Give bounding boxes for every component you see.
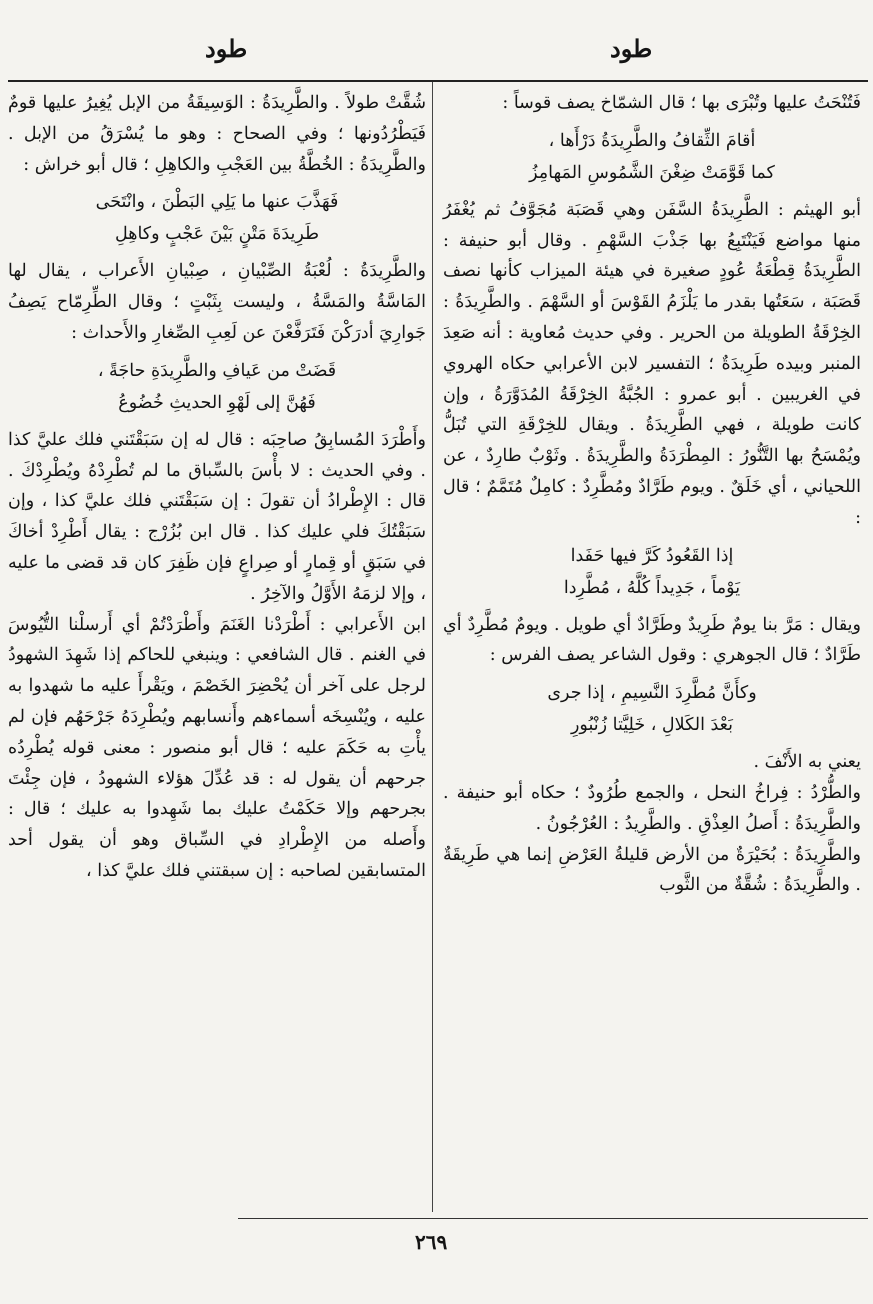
header-rule — [8, 80, 868, 82]
right-column — [443, 88, 861, 901]
left-column — [8, 88, 426, 887]
verse-line: قَضَتْ من عَيافِ والطَّرِيدَةِ حاجَةً ، — [97, 360, 337, 381]
poetry-verse — [8, 355, 426, 419]
entry-paragraph: يعني به الأَنْفَ . — [753, 752, 861, 773]
poetry-verse — [443, 540, 861, 604]
entry-paragraph: ابن الأَعرابي : أَطْرَدْنا الغَنَمَ وأَطْرَدْتُمْ أي أَرسلْنا التُّيُوسَ في الغنم . قال الشافعي : وينبغي للحاكم إذا شَهِدَ الشهودُ لرجل على آخر أن يُحْضِرَ الخَصْمَ ، ويَقْرأَ عليه ما شهدوا به عليه ، ويُنْسِخَه أسماءهم وأَنسابهم ويُطْرِدَهُ جَرْحَهُم فإن لم يأْتِ به حَكَمَ عليه ؛ قال أبو منصور : معنى قوله يُطْرِدُه جرحهم أن يقول له : قد عُدِّلَ هؤلاء الشهودُ ، فإن جِئْتَ بجرحهم وإلا حَكَمْتُ عليك بما شَهِدوا به عليك ؛ قال : وأَصله من الإِطْرادِ في السِّباق وهو أن يقول أحد المتسابقين لصاحبه : إن سبقتني فلك عليَّ كذا ، — [8, 614, 426, 881]
verse-line: وكأَنَّ مُطَّرِدَ النَّسِيمِ ، إذا جرى — [547, 683, 757, 704]
poetry-verse — [8, 186, 426, 250]
verse-line: أقامَ الثِّقافُ والطَّرِيدَةُ دَرْأَها ، — [548, 130, 756, 151]
entry-paragraph: وأَطْرَدَ المُسابِقُ صاحِبَه : قال له إن سَبَقْتَني فلك عليَّ كذا . وفي الحديث : لا بأْسَ بالسِّباق ما لم تُطْرِدْهُ ويُطْرِدْكَ . قال : الإِطْرادُ أن تقولَ : إن سَبَقْتَني فلك عليَّ كذا ، وإن سَبَقْتُكَ فلي عليك كذا . قال ابن بُزُرْج : يقال أَطْرِدْ أخاكَ في سَبَقٍ أو قِمارٍ أو صِراعٍ فإن ظَفِرَ كان قد قضى ما عليه ، وإلا لزمَهُ الأَوَّلُ والآخِرُ . — [8, 429, 426, 604]
footer-rule — [238, 1218, 868, 1219]
verse-line: يَوْماً ، جَدِيداً كُلَّهُ ، مُطَّرِدا — [563, 577, 741, 598]
running-header-left: طود — [205, 34, 248, 63]
verse-line: فَهَذَّبَ عنها ما يَلِي البَطْنَ ، وانْتَحَى — [95, 192, 339, 213]
verse-line: كما قَوَّمَتْ ضِغْنَ الشَّمُوسِ المَهامِزُ — [529, 162, 775, 183]
entry-paragraph: شُقَّتْ طولاً . والطَّرِيدَةُ : الوَسِيقَةُ من الإبل يُغِيرُ عليها قومٌ فَيَطْرُدُونها ؛ وفي الصحاح : وهو ما يُسْرَقُ من الإبل . والطَّرِيدَةُ : الخُطَّةُ بين العَجْبِ والكاهِلِ ؛ قال أبو خراش : — [8, 93, 426, 175]
poetry-verse — [443, 125, 861, 189]
entry-paragraph: والطُّرْدُ : فِراخُ النحل ، والجمع طُرُودٌ ؛ حكاه أبو حنيفة . والطَّرِيدَةُ : أَصلُ العِذْقِ . والطَّرِيدُ : العُرْجُونُ . — [443, 782, 861, 834]
page-number: ٢٦٩ — [415, 1230, 448, 1254]
verse-line: بَعْدَ الكَلالِ ، خَلِيَّتا زُنْبُورِ — [570, 715, 733, 736]
running-header-right: طود — [610, 34, 653, 63]
verse-line: فَهُنَّ إلى لَهْوِ الحديثِ خُضُوعُ — [118, 392, 316, 413]
column-divider — [432, 82, 433, 1212]
verse-line: طَرِيدَةَ مَتْنٍ بَيْنَ عَجْبٍ وكاهِلِ — [114, 224, 320, 245]
entry-paragraph: والطَّرِيدَةُ : لُعْبَةُ الصِّبْيانِ ، صِبْيانِ الأَعراب ، يقال لها المَاسَّةُ والمَسَّةُ ، وليست بِثَبْتٍ ؛ وقال الطِّرِمّاح يَصِفُ جَوارِيَ أدرَكْنَ فَتَرَفَّعْنَ عن لَعِبِ الصِّغارِ والأَحداث : — [8, 261, 426, 343]
entry-paragraph: أبو الهيثم : الطَّرِيدَةُ السَّفَن وهي قَصَبَة مُجَوَّفُ ثم يُغْفَرُ منها مواضع فَيَنْتَبِعُ بها جَذْبَ السَّهْمِ . وقال أبو حنيفة : الطَّرِيدَةُ قِطْعَةُ عُودٍ صغيرة في هيئة الميزاب كأنها نصف قَصَبَة ، سَعَتُها بقدر ما يَلْزَمُ القَوْسَ أو السَّهْمَ . والطَّرِيدَةُ : الخِرْقَةُ الطويلة من الحرير . وفي حديث مُعاوية : أنه صَعِدَ المنبر وبيده طَرِيدَةٌ ؛ التفسير لابن الأعرابي حكاه الهروي في الغريبين . أبو عمرو : الجُبَّةُ الخِرْقَةُ المُدَوَّرَةُ ، وإن كانت طويلة ، فهي الطَّرِيدَةُ . ويقال للخِرْقَةِ التي تُبَلُّ ويُمْسَحُ بها التَّنُّورُ : المِطْرَدَةُ والطَّرِيدَةُ . وثَوْبٌ طارِدٌ ، عن اللحياني ، أي خَلَقٌ . ويوم طَرَّادٌ ومُطَّرِدٌ : كامِلٌ مُتَمَّمٌ ؛ قال : — [443, 199, 861, 528]
entry-paragraph: ويقال : مَرَّ بنا يومٌ طَرِيدٌ وطَرَّادٌ أي طويل . ويومٌ مُطَّرِدٌ أي طَرَّادٌ ؛ قال الجوهري : وقول الشاعر يصف الفرس : — [443, 614, 861, 666]
entry-paragraph: فَتُنْحَتُ عليها وتُبْرَى بها ؛ قال الشمّاخ يصف قوساً : — [502, 93, 861, 113]
poetry-verse — [443, 677, 861, 741]
verse-line: إذا القَعُودُ كَرَّ فيها حَفَدا — [570, 545, 734, 566]
entry-paragraph: والطَّرِيدَةُ : بُحَيْرَةٌ من الأرض قليلةُ العَرْضِ إنما هي طَرِيقَةٌ . والطَّرِيدَةُ : شُقَّةٌ من الثَّوب — [443, 844, 861, 896]
